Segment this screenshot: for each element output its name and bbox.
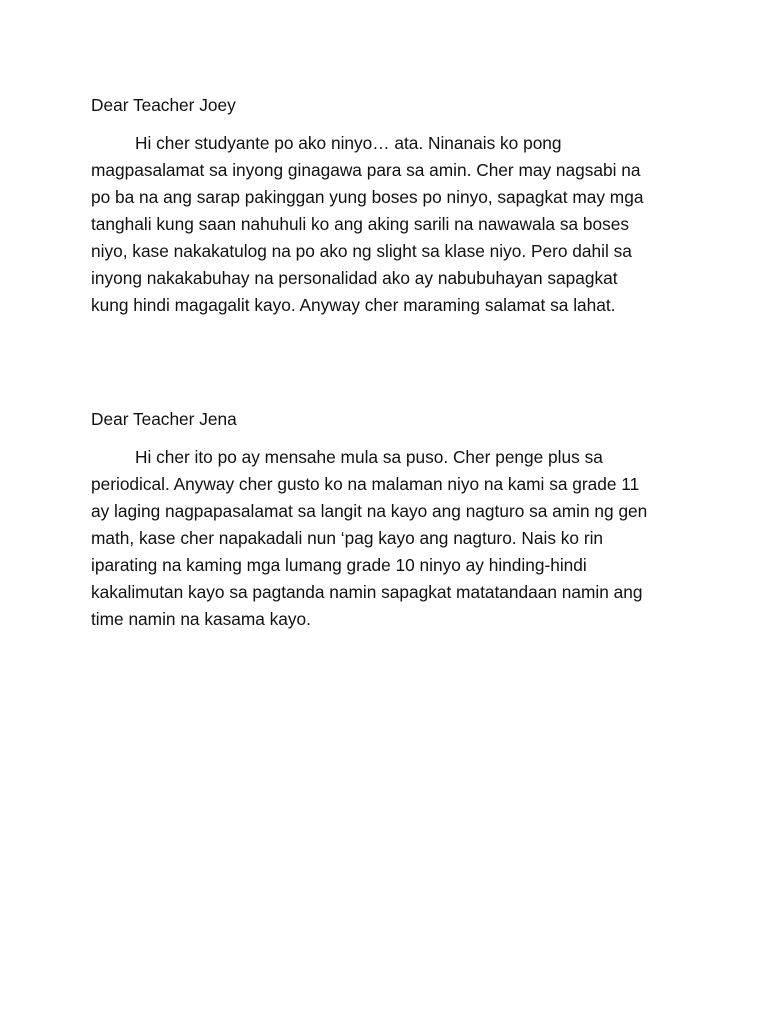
body-line: Hi cher ito po ay mensahe mula sa puso. Cher penge plus sa — [135, 447, 603, 467]
body-line: kakalimutan kayo sa pagtanda namin sapagkat matatandaan namin ang — [91, 582, 643, 602]
body-line: niyo, kase nakakatulog na po ako ng slight sa klase niyo. Pero dahil sa — [91, 241, 632, 261]
body-line: periodical. Anyway cher gusto ko na malaman niyo na kami sa grade 11 — [91, 474, 640, 494]
body-line: iparating na kaming mga lumang grade 10 ninyo ay hinding-hindi — [91, 555, 587, 575]
letter-salutation: Dear Teacher Jena — [91, 409, 237, 429]
body-line: math, kase cher napakadali nun ‘pag kayo ang nagturo. Nais ko rin — [91, 528, 604, 548]
letter-joey — [91, 92, 691, 319]
body-line: Hi cher studyante po ako ninyo… ata. Ninanais ko pong — [135, 133, 562, 153]
body-line: kung hindi magagalit kayo. Anyway cher maraming salamat sa lahat. — [91, 295, 616, 315]
body-line: time namin na kasama kayo. — [91, 609, 311, 629]
body-line: magpasalamat sa inyong ginagawa para sa amin. Cher may nagsabi na — [91, 160, 641, 180]
body-line: inyong nakakabuhay na personalidad ako ay nabubuhayan sapagkat — [91, 268, 618, 288]
letter-salutation: Dear Teacher Joey — [91, 95, 236, 115]
body-line: tanghali kung saan nahuhuli ko ang aking sarili na nawawala sa boses — [91, 214, 630, 234]
letter-body — [91, 130, 691, 319]
body-line: ay laging nagpapasalamat sa langit na kayo ang nagturo sa amin ng gen — [91, 501, 648, 521]
body-line: po ba na ang sarap pakinggan yung boses po ninyo, sapagkat may mga — [91, 187, 644, 207]
letter-body — [91, 444, 691, 633]
letter-jena — [91, 406, 691, 633]
